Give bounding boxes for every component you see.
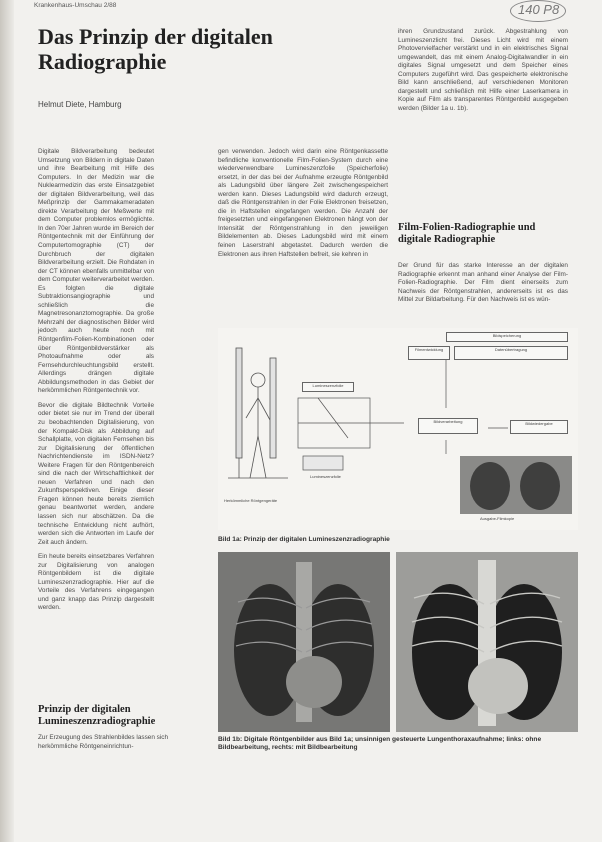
paragraph: Ein heute bereits einsetzbares Verfahren zur Digitalisierung von analogen Röntgenbildern ist die digitale Lumineszenzradiographie. Hier auf die Vorteile des Verfahrens eingegangen und ganz knapp das Prinzip dargestellt werden.	[38, 553, 154, 612]
process-diagram	[218, 328, 578, 530]
column-3	[398, 28, 568, 119]
section-heading-1: Prinzip der digitalen Lumineszenzradiographie	[38, 704, 156, 727]
paragraph: Bevor die digitale Bildtechnik Vorteile oder bietet sie nur im Trend der überall zu beobachtenden Digitalisierung, von der Kompakt-Disk als Abbildung auf Schallplatte, von digitalen Fernsehen bis zur Digitalisierung der öffentlichen Nachrichtendienste im ISDN-Netz? Weitere Fragen für den Röntgenbereich sind die nach der Wirtschaftlichkeit der neuen Verfahren und nach den Zukunftsperspektiven. Einige dieser Fragen können heute bereits ziemlich genau beantwortet werden, andere lassen sich nur abschätzen. Da die technische Entwicklung nicht aufhört, werden sich die Antworten im Laufe der Zeit auch ändern.	[38, 401, 154, 546]
label-conventional: Herkömmliche Röntgengeräte	[224, 498, 278, 503]
xray-right-svg	[396, 552, 578, 732]
column-1	[38, 148, 154, 619]
box-plate: Lumineszenzfolie	[302, 382, 354, 392]
author-line: Helmut Diete, Hamburg	[38, 100, 122, 109]
scan-edge	[0, 0, 14, 842]
paragraph: Digitale Bildverarbeitung bedeutet Umsetzung von Bildern in digitale Daten und ihre Bearbeitung mit Hilfe des Computers. In der Medizin war die Nuklearmedizin das erste Einsatzgebiet der digitalen Bildverarbeitung, weil das Meßprinzip der Gammakameradaten direkte Verarbeitung der Meßwerte mit dem Computer problemlos ermöglichte. In den 70er Jahren wurde im Bereich der Röntgentechnik mit der Einführung der Computertomographie (CT) der Durchbruch der digitalen Bildverarbeitung erzielt. Die Rohdaten in der CT können ebenfalls unmittelbar von dem Computer weiterverarbeitet werden. Es folgten die digitale Subtraktionsangiographie und schließlich die Magnetresonanztomographie. Da große Mehrzahl der diagnostischen Bilder wird jedoch auch heute noch mit Röntgenfilm-Folien-Kombinationen oder über Röntgenbildverstärker als Photoaufnahme oder als Fernsehdurchleuchtungsbild erstellt. Allerdings drängen digitale Abbildungsmethoden in das Gebiet der herkömmlichen Röntgentechnik vor.	[38, 148, 154, 395]
label-output: Ausgabe-Filmkopie	[480, 516, 515, 521]
box-display: Bildwiedergabe	[510, 420, 568, 434]
paragraph: ihren Grundzustand zurück. Abgestrahlung von Lumineszenzlicht frei. Dieses Licht wird mit einem Photovervielfacher verstärkt und in ein elektrisches Signal umgewandelt, das mit einem Analog-Digitalwandler in ein digitales Signal umgesetzt und dem Speicher eines Computers zugeführt wird. Das gespeicherte elektronische Bild kann anschließend, auf verschiedenen Monitoren dargestellt und schließlich mit Hilfe einer Laserkamera in Kopie auf Film als transparentes Röntgenbild ausgegeben werden (Bilder 1a u. 1b).	[398, 28, 568, 112]
article-title: Das Prinzip der digitalen Radiographie	[38, 24, 273, 74]
reader-illustration	[298, 398, 370, 470]
figure-1a-caption: Bild 1a: Prinzip der digitalen Lumineszenzradiographie	[218, 536, 390, 543]
stamp-text: 140 P8	[518, 2, 560, 17]
box-film: Filmentwicklung	[408, 346, 450, 360]
flow-arrows	[370, 356, 508, 454]
box-transfer: Datenübertragung	[454, 346, 568, 360]
label-plate: Lumineszenzfolie	[310, 474, 341, 479]
box-storage: Bildspeicherung	[446, 332, 568, 342]
xray-unit-illustration	[228, 348, 288, 478]
column-2	[218, 148, 388, 265]
column-3-lower	[398, 262, 568, 311]
box-processing: Bildverarbeitung	[418, 418, 478, 434]
handwritten-stamp	[500, 0, 576, 22]
xray-left-svg	[218, 552, 390, 732]
section-1-text: Zur Erzeugung des Strahlenbildes lassen sich herkömmliche Röntgeneinrichtun-	[38, 734, 169, 750]
paragraph: gen verwenden. Jedoch wird darin eine Röntgenkassette befindliche konventionelle Film-Folien-System durch eine wiederverwendbare Lumineszenzfolie (Speicherfolie) ersetzt, in der das bei der Aufnahme erzeugte Röntgenbild als Ladungsbild über längere Zeit zwischengespeichert werden kann. Dieses Ladungsbild wird dadurch erzeugt, daß die Röntgenstrahlen in der Folie Elektronen freisetzen, die in Haftstellen eingefangen werden. Die Anzahl der freigesetzten und eingefangenen Elektronen hängt von der Intensität der Röntgenstrahlung in den jeweiligen Bildelementen ab. Dieses Ladungsbild wird mit einem feinen Laserstrahl abgetastet. Dadurch werden die Elektronen aus ihren Haftstellen befreit, sie kehren in	[218, 148, 388, 258]
journal-header: Krankenhaus-Umschau 2/88	[34, 2, 117, 9]
xray-image-right	[396, 552, 578, 732]
figure-1b-caption: Bild 1b: Digitale Röntgenbilder aus Bild 1a; unsinnigen gesteuerte Lungenthoraxaufnahme; links: ohne Bildbearbeitung, rechts: mit Bildbearbeitung	[218, 736, 542, 751]
xray-thumbnails	[460, 456, 572, 514]
section-heading-2: Film-Folien-Radiographie und digitale Radiographie	[398, 222, 536, 245]
paragraph: Der Grund für das starke Interesse an der digitalen Radiographie erkennt man anhand einer Analyse der Film-Folien-Radiographie. Der Film dient einerseits zum Nachweis der Röntgenstrahlen, andererseits ist es das Mittel zur Bildarbeitung. Für den Nachweis ist es wün-	[398, 262, 568, 304]
xray-image-left	[218, 552, 390, 732]
